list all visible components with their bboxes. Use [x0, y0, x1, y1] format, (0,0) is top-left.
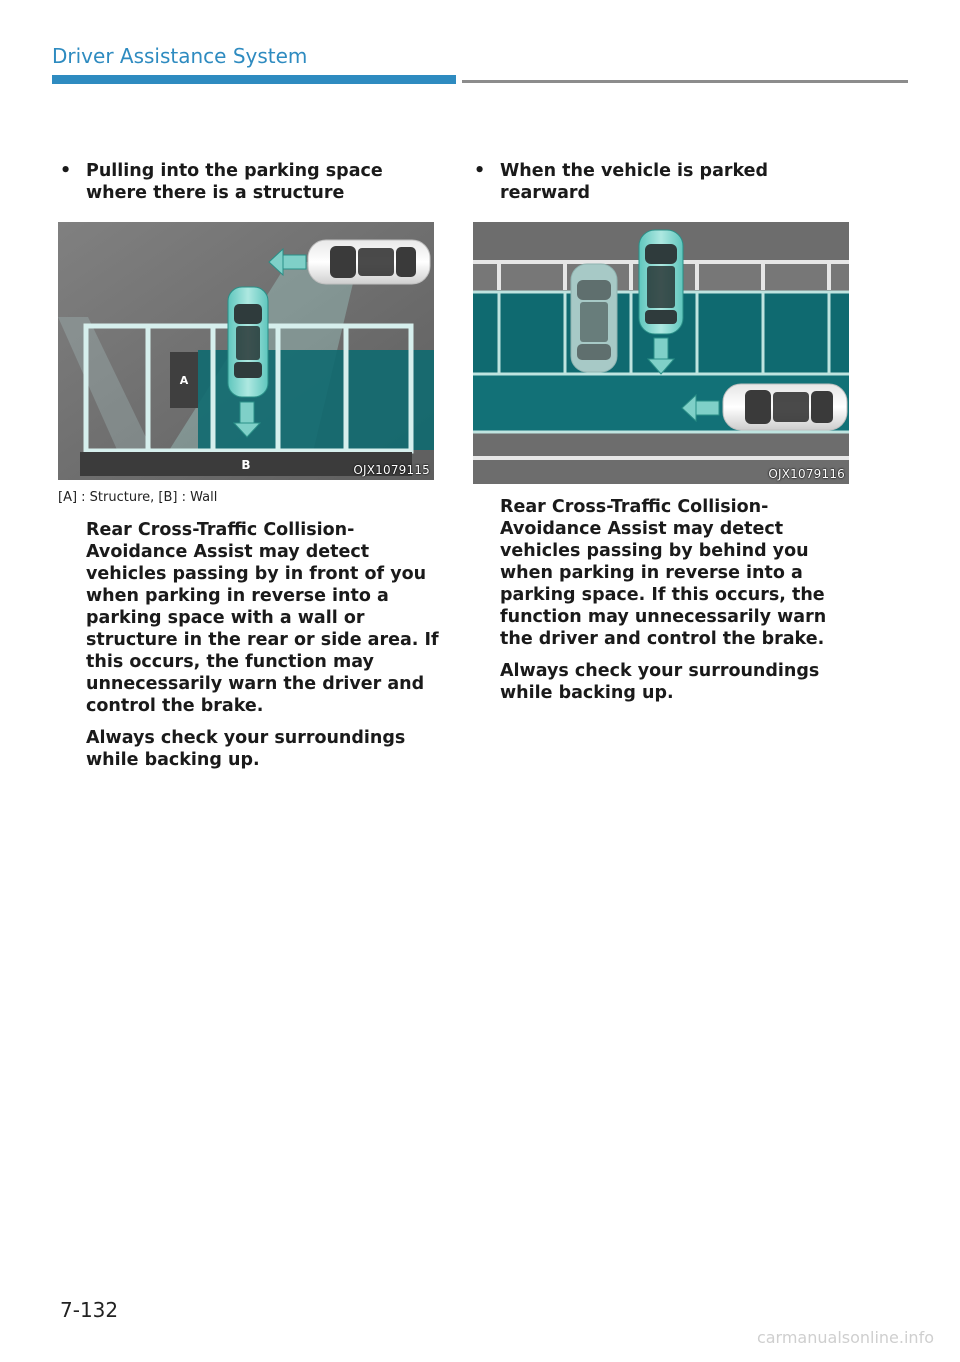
right-paragraph-1: Rear Cross-Traffic Collision-Avoidance Assist may detect vehicles passing by behind you when parking in reverse into a parking space. If this occurs, the function may unnecessarily warn the driver and control the brake.: [500, 497, 827, 649]
section-title: Driver Assistance System: [52, 44, 308, 68]
left-bullet: [60, 160, 440, 204]
figure-structure-parking: [58, 222, 434, 480]
header-divider: [462, 80, 908, 83]
passing-car: [308, 240, 430, 284]
right-bullet: [474, 160, 854, 204]
left-column: [60, 160, 440, 781]
bullet-icon: •: [60, 161, 72, 181]
figure-caption: [A] : Structure, [B] : Wall: [58, 490, 218, 505]
left-paragraph-2: Always check your surroundings while backing up.: [86, 728, 406, 770]
label-a: A: [179, 374, 189, 387]
header-accent-bar: [52, 75, 456, 84]
page-number: 7-132: [60, 1298, 119, 1322]
figure-rearward-parking: [473, 222, 849, 484]
watermark: carmanualsonline.info: [756, 1328, 934, 1347]
reversing-car: [639, 230, 683, 334]
bullet-icon: •: [474, 161, 486, 181]
parking-structure-illustration: [58, 222, 434, 480]
parked-car: [571, 264, 617, 372]
right-column: [474, 160, 854, 714]
rearward-parking-illustration: [473, 222, 849, 484]
right-bullet-text: When the vehicle is parked rearward: [500, 161, 769, 203]
left-paragraph-1: Rear Cross-Traffic Collision-Avoidance Assist may detect vehicles passing by in front of you when parking in reverse into a parking space with a wall or structure in the rear or side area. If this occurs, the function may unnecessarily warn the driver and control the brake.: [86, 520, 439, 716]
passing-car: [723, 384, 847, 430]
left-bullet-text: Pulling into the parking space where there is a structure: [86, 161, 383, 203]
reversing-car: [228, 287, 268, 397]
figure-code: OJX1079116: [768, 467, 845, 481]
label-b: B: [241, 458, 251, 472]
right-paragraph-2: Always check your surroundings while backing up.: [500, 661, 820, 703]
figure-code: OJX1079115: [353, 463, 430, 477]
